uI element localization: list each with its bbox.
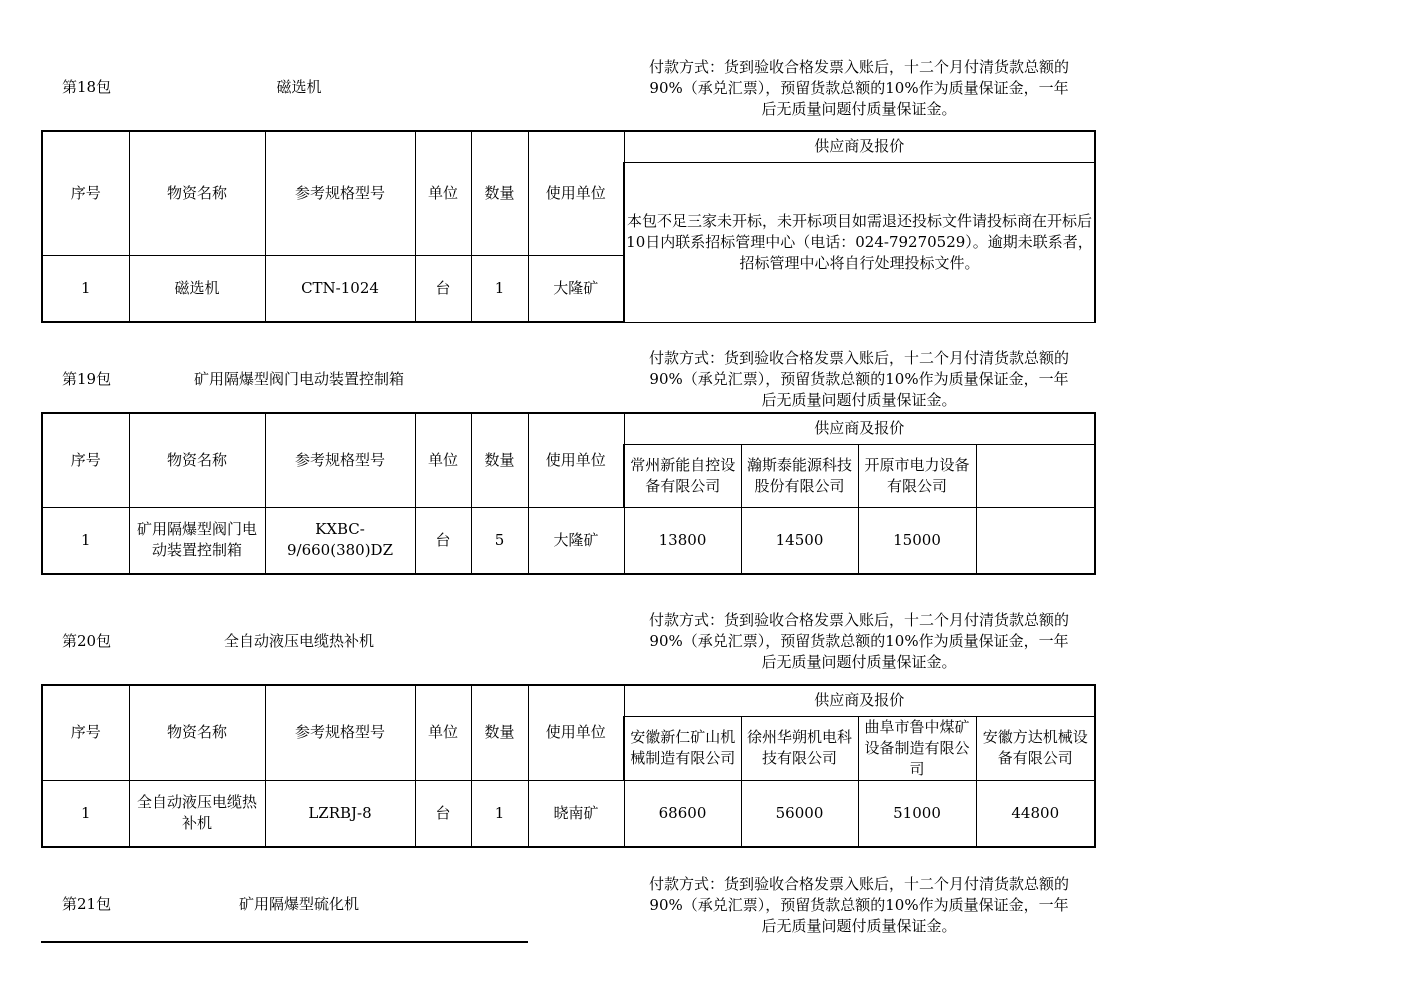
row-material-name: 磁选机: [129, 255, 265, 322]
row-unit: 台: [415, 255, 471, 322]
price-supplier-2: 56000: [741, 780, 858, 847]
header-user-unit: 使用单位: [528, 131, 624, 255]
payment-terms-pkg21: 付款方式：货到验收合格发票入账后，十二个月付清货款总额的 90%（承兑汇票），预留货款总额的10%作为质量保证金，一年 后无质量问题付质量保证金。: [648, 875, 1069, 935]
header-unit: 单位: [415, 413, 471, 507]
payment-terms-pkg20: 付款方式：货到验收合格发票入账后，十二个月付清货款总额的 90%（承兑汇票），预留货款总额的10%作为质量保证金，一年 后无质量问题付质量保证金。: [648, 611, 1069, 671]
package-label-pkg21: 第21包: [62, 895, 112, 913]
row-quantity: 5: [471, 507, 528, 574]
row-quantity: 1: [471, 780, 528, 847]
row-unit: 台: [415, 507, 471, 574]
header-material-name: 物资名称: [129, 413, 265, 507]
header-seq: 序号: [42, 413, 129, 507]
package-title-pkg20: 全自动液压电缆热补机: [223, 632, 374, 650]
header-quantity: 数量: [471, 413, 528, 507]
package-label-pkg18: 第18包: [62, 78, 112, 96]
package-table-pkg19: [41, 412, 1096, 575]
price-supplier-1: 13800: [624, 507, 741, 574]
header-suppliers: 供应商及报价: [624, 413, 1095, 444]
header-spec-model: 参考规格型号: [265, 413, 415, 507]
row-spec-model: CTN-1024: [265, 255, 415, 322]
supplier-name-3: 曲阜市鲁中煤矿设备制造有限公司: [858, 716, 976, 780]
header-quantity: 数量: [471, 685, 528, 780]
package-table-pkg20: [41, 684, 1096, 848]
row-seq: 1: [42, 507, 129, 574]
payment-terms-pkg19: 付款方式：货到验收合格发票入账后，十二个月付清货款总额的 90%（承兑汇票），预留货款总额的10%作为质量保证金，一年 后无质量问题付质量保证金。: [648, 349, 1069, 409]
price-supplier-4: 44800: [976, 780, 1095, 847]
header-seq: 序号: [42, 131, 129, 255]
header-user-unit: 使用单位: [528, 685, 624, 780]
header-spec-model: 参考规格型号: [265, 685, 415, 780]
row-quantity: 1: [471, 255, 528, 322]
package-title-pkg18: 磁选机: [276, 78, 322, 96]
header-unit: 单位: [415, 131, 471, 255]
package-label-pkg19: 第19包: [62, 370, 112, 388]
header-suppliers: 供应商及报价: [624, 685, 1095, 716]
price-supplier-3: 51000: [858, 780, 976, 847]
price-supplier-4: [976, 507, 1095, 574]
row-unit: 台: [415, 780, 471, 847]
price-supplier-3: 15000: [858, 507, 976, 574]
header-user-unit: 使用单位: [528, 413, 624, 507]
supplier-name-1: 常州新能自控设备有限公司: [624, 444, 741, 507]
supplier-name-4: [976, 444, 1095, 507]
payment-terms-pkg18: 付款方式：货到验收合格发票入账后，十二个月付清货款总额的 90%（承兑汇票），预留货款总额的10%作为质量保证金，一年 后无质量问题付质量保证金。: [648, 58, 1069, 118]
package-label-pkg20: 第20包: [62, 632, 112, 650]
row-material-name: 矿用隔爆型阀门电动装置控制箱: [129, 507, 265, 574]
not-opened-note: 本包不足三家未开标，未开标项目如需退还投标文件请投标商在开标后10日内联系招标管理中心（电话：024-79270529）。逾期未联系者，招标管理中心将自行处理投标文件。: [624, 162, 1095, 322]
row-material-name: 全自动液压电缆热补机: [129, 780, 265, 847]
package-table-pkg18: [41, 130, 1096, 323]
header-material-name: 物资名称: [129, 685, 265, 780]
row-user-unit: 大隆矿: [528, 255, 624, 322]
supplier-name-2: 徐州华朔机电科技有限公司: [741, 716, 858, 780]
supplier-name-4: 安徽方达机械设备有限公司: [976, 716, 1095, 780]
table-top-border-pkg21: [41, 941, 528, 943]
supplier-name-3: 开原市电力设备有限公司: [858, 444, 976, 507]
package-title-pkg21: 矿用隔爆型硫化机: [238, 895, 359, 913]
package-title-pkg19: 矿用隔爆型阀门电动装置控制箱: [193, 370, 404, 388]
price-supplier-2: 14500: [741, 507, 858, 574]
header-spec-model: 参考规格型号: [265, 131, 415, 255]
supplier-name-1: 安徽新仁矿山机械制造有限公司: [624, 716, 741, 780]
header-suppliers: 供应商及报价: [624, 131, 1095, 162]
header-material-name: 物资名称: [129, 131, 265, 255]
header-unit: 单位: [415, 685, 471, 780]
row-spec-model: KXBC-9/660(380)DZ: [265, 507, 415, 574]
supplier-name-2: 瀚斯泰能源科技股份有限公司: [741, 444, 858, 507]
row-user-unit: 大隆矿: [528, 507, 624, 574]
header-seq: 序号: [42, 685, 129, 780]
row-user-unit: 晓南矿: [528, 780, 624, 847]
row-seq: 1: [42, 255, 129, 322]
header-quantity: 数量: [471, 131, 528, 255]
row-spec-model: LZRBJ-8: [265, 780, 415, 847]
row-seq: 1: [42, 780, 129, 847]
price-supplier-1: 68600: [624, 780, 741, 847]
